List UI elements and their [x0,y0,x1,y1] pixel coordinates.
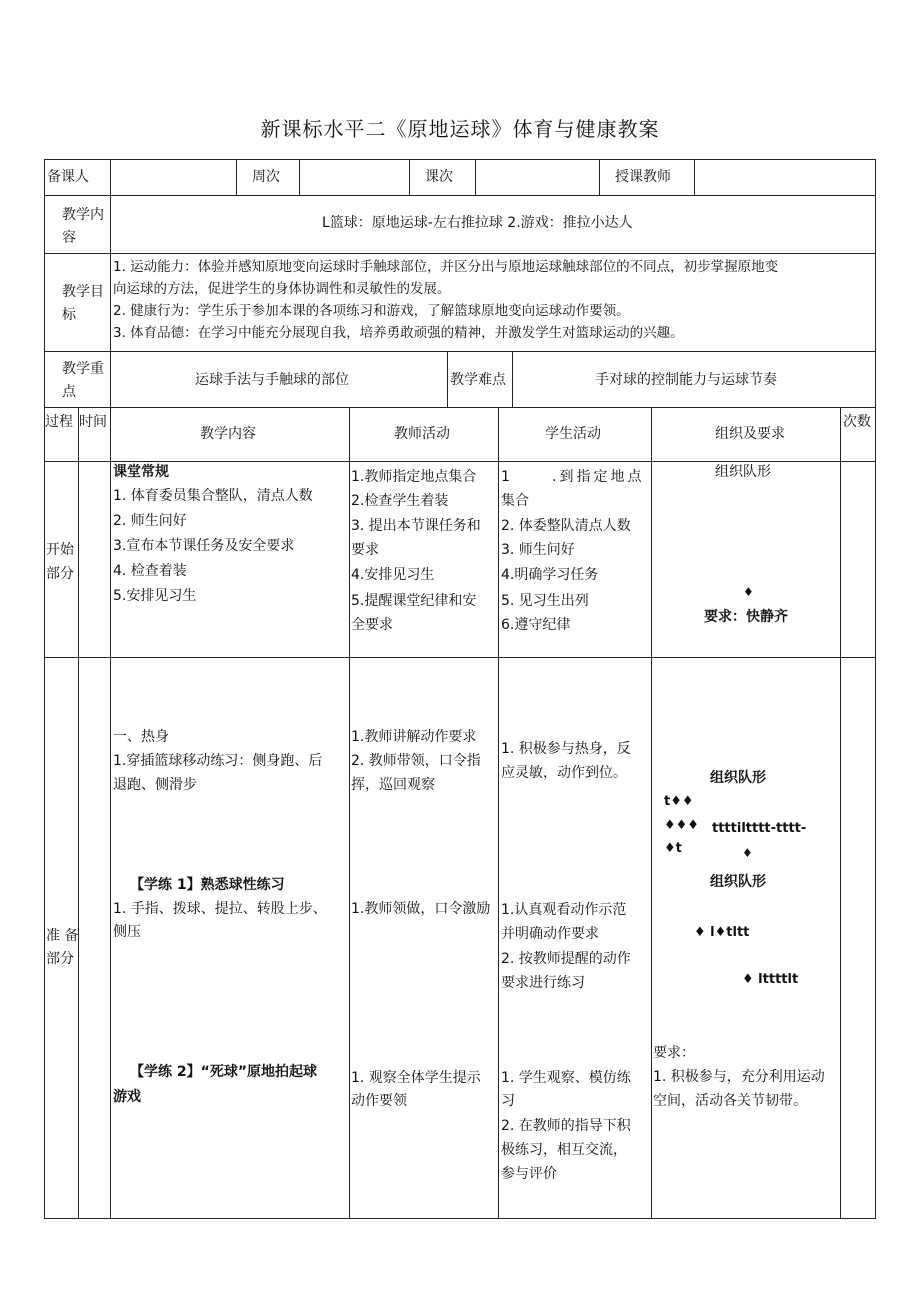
list-item: 参与评价 [501,1166,557,1182]
list-item: 1.教师领做，口令激励 [351,901,491,917]
col-process: 过程 [45,414,73,430]
list-item: 2. 教师带领，口令指 [351,753,481,769]
formation-icon: ♦ [742,846,753,860]
list-item: 并明确动作要求 [501,926,599,942]
list-item: 1.穿插篮球移动练习：侧身跑、后 [113,753,323,769]
week-label: 周次 [252,169,280,185]
list-item: 退跑、侧滑步 [113,777,197,793]
focus-label-b: 点 [62,384,76,400]
col-content: 教学内容 [200,426,256,442]
prep-label-b: 部分 [46,951,74,967]
goals-label-b: 标 [62,307,76,323]
list-item: 5. 见习生出列 [501,593,589,609]
content-value: L篮球：原地运球-左右推拉球 2.游戏：推拉小达人 [322,215,633,231]
list-item: 1. 手指、拨球、提拉、转股上步、 [113,901,327,917]
list-item: 1. 体育委员集合整队，清点人数 [113,488,313,504]
list-item: 4.安排见习生 [351,567,435,583]
start-org-title: 组织队形 [715,464,771,480]
list-item: 3. 师生问好 [501,542,575,558]
teacher-label: 授课教师 [615,169,671,185]
list-item: 一、热身 [113,729,169,745]
col-time: 时间 [79,414,107,430]
list-item: 空间，活动各关节韧带。 [653,1093,807,1109]
start-org-req: 要求：快静齐 [704,609,788,625]
list-item: 2. 体委整队清点人数 [501,518,631,534]
drill2-title: 【学练 2】“死球”原地拍起球 [130,1064,318,1080]
list-item: 1. 学生观察、模仿练 [501,1070,631,1086]
formation-diagram: ♦ l♦tltt [694,925,750,940]
goal-line: 1. 运动能力：体验并感知原地变向运球时手触球部位，并区分出与原地运球触球部位的不同点，初步掌握原地变 [113,259,779,275]
page-title: 新课标水平二《原地运球》体育与健康教案 [260,117,660,141]
col-teacher: 教师活动 [394,426,450,442]
col-count: 次数 [843,414,871,430]
list-item: 1. 积极参与热身，反 [501,741,631,757]
drill2-title-cont: 游戏 [113,1089,141,1105]
list-item: 3. 提出本节课任务和 [351,518,481,534]
list-item: 5.安排见习生 [113,588,197,604]
list-item: 集合 [501,493,529,509]
list-item: 2. 按教师提醒的动作 [501,951,631,967]
list-item: 2. 在教师的指导下积 [501,1118,631,1134]
formation-diagram: ♦♦♦ [664,818,699,833]
preparer-label: 备课人 [47,169,89,185]
col-student: 学生活动 [545,426,601,442]
list-item: 4.明确学习任务 [501,567,599,583]
lesson-label: 课次 [425,169,453,185]
list-item: .到指定地点 [552,469,645,485]
formation-diagram: ttttiltttt-tttt- [712,821,807,836]
goal-line: 向运球的方法，促进学生的身体协调性和灵敏性的发展。 [113,281,451,297]
formation-diagram: ♦ lttttlt [742,972,799,987]
col-org: 组织及要求 [715,426,785,442]
list-item: 1.教师指定地点集合 [351,469,477,485]
list-item: 侧压 [113,924,141,940]
list-item: 6.遵守纪律 [501,617,571,633]
drill1-title: 【学练 1】熟悉球性练习 [130,877,285,893]
focus-value: 运球手法与手触球的部位 [195,372,349,388]
focus-label-a: 教学重 [62,361,104,377]
start-label-a: 开始 [46,542,74,558]
list-item: 习 [501,1093,515,1109]
list-item: 全要求 [351,617,393,633]
formation-icon: ♦ [743,585,754,599]
list-item: 1. 观察全体学生提示 [351,1070,481,1086]
list-item: 3.宣布本节课任务及安全要求 [113,538,295,554]
start-label-b: 部分 [46,566,74,582]
start-content-title: 课堂常规 [113,464,169,480]
goals-label-a: 教学目 [62,284,104,300]
goal-line: 2. 健康行为：学生乐于参加本课的各项练习和游戏，了解篮球原地变向运球动作要领。 [113,303,630,319]
difficulty-value: 手对球的控制能力与运球节奏 [595,372,777,388]
list-item: 挥，巡回观察 [351,777,435,793]
prep-org-title: 组织队形 [710,874,766,890]
list-item: 2.检查学生着装 [351,493,449,509]
formation-diagram: ♦t [664,841,682,856]
list-item: 极练习，相互交流， [501,1142,627,1158]
list-item: 5.提醒课堂纪律和安 [351,593,477,609]
prep-org-req-label: 要求： [653,1045,695,1061]
list-item: 要求 [351,542,379,558]
prep-org-title: 组织队形 [710,770,766,786]
prep-label-a: 准 备 [46,928,79,944]
list-item: 1.认真观看动作示范 [501,902,627,918]
list-item: 要求进行练习 [501,975,585,991]
goal-line: 3. 体育品德：在学习中能充分展现自我，培养勇敢顽强的精神，并激发学生对篮球运动的兴趣。 [113,325,684,341]
formation-diagram: t♦♦ [664,794,694,809]
list-item: 1.教师讲解动作要求 [351,729,477,745]
list-item: 4. 检查着装 [113,563,187,579]
list-item: 1. 积极参与，充分利用运动 [653,1069,825,1085]
list-item: 2. 师生问好 [113,513,187,529]
content-label-a: 教学内 [62,207,104,223]
list-item: 应灵敏，动作到位。 [501,765,627,781]
list-item: 动作要领 [351,1093,407,1109]
difficulty-label: 教学难点 [450,372,506,388]
content-label-b: 容 [62,230,76,246]
list-item: 1 [501,469,510,485]
